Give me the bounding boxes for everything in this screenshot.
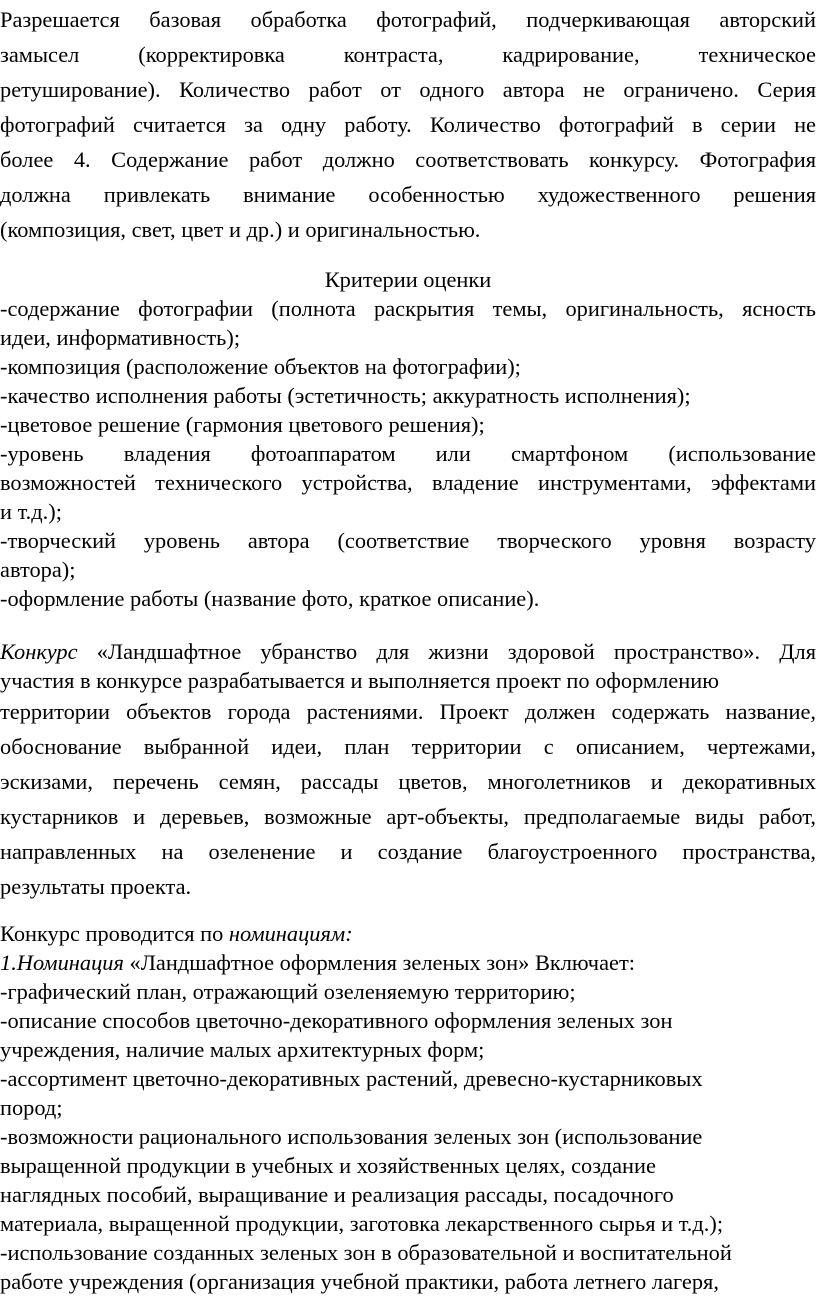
list-item: наглядных пособий, выращивание и реализация рассады, посадочного — [0, 1182, 674, 1207]
criteria-item: -композиция (расположение объектов на фотографии); — [0, 354, 521, 379]
criteria-item: -качество исполнения работы (эстетичность; аккуратность исполнения); — [0, 383, 691, 408]
text-line: фотографий считается за одну работу. Количество фотографий в серии не — [0, 112, 816, 137]
nomination-1-heading: 1.Номинация «Ландшафтное оформления зеленых зон» Включает: — [0, 950, 635, 975]
text-line: результаты проекта. — [0, 874, 192, 899]
text-line: эскизами, перечень семян, рассады цветов, многолетников и декоративных — [0, 769, 816, 794]
criteria-item: -творческий уровень автора (соответствие творческого уровня возрасту — [0, 528, 816, 553]
text-line: замысел (корректировка контраста, кадрирование, техническое — [0, 42, 816, 67]
text-line: более 4. Содержание работ должно соответствовать конкурсу. Фотография — [0, 147, 816, 172]
contest-label: Конкурс — [0, 639, 78, 664]
text-line: должна привлекать внимание особенностью художественного решения — [0, 182, 816, 207]
criteria-item: и т.д.); — [0, 499, 62, 524]
criteria-item: -цветовое решение (гармония цветового решения); — [0, 412, 485, 437]
text-line: территории объектов города растениями. Проект должен содержать название, — [0, 699, 816, 724]
text-line: ретуширование). Количество работ от одного автора не ограничено. Серия — [0, 77, 816, 102]
criteria-item: идеи, информативность); — [0, 325, 241, 350]
nominations-intro: Конкурс проводится по номинациям: — [0, 921, 353, 946]
list-item: -возможности рационального использования зеленых зон (использование — [0, 1124, 703, 1149]
list-item: -ассортимент цветочно-декоративных растений, древесно-кустарниковых — [0, 1066, 703, 1091]
list-item: выращенной продукции в учебных и хозяйственных целях, создание — [0, 1153, 656, 1178]
nomination-1-label: 1.Номинация — [0, 950, 124, 975]
list-item: материала, выращенной продукции, заготовка лекарственного сырья и т.д.); — [0, 1211, 724, 1236]
contest-title: «Ландшафтное убранство для жизни здоровой пространство». Для — [77, 639, 816, 664]
criteria-item: -уровень владения фотоаппаратом или смартфоном (использование — [0, 441, 816, 466]
text-line: Разрешается базовая обработка фотографий, подчеркивающая авторский — [0, 7, 816, 32]
criteria-item: возможностей технического устройства, владение инструментами, эффектами — [0, 470, 816, 495]
text-line: обоснование выбранной идеи, план территории с описанием, чертежами, — [0, 734, 816, 759]
criteria-item: автора); — [0, 557, 76, 582]
criteria-item: -содержание фотографии (полнота раскрытия темы, оригинальность, ясность — [0, 296, 816, 321]
text-line — [0, 638, 816, 666]
text-line: участия в конкурсе разрабатывается и выполняется проект по оформлению — [0, 668, 719, 693]
list-item: -графический план, отражающий озеленяемую территорию; — [0, 979, 576, 1004]
list-item: работе учреждения (организация учебной практики, работа летнего лагеря, — [0, 1269, 719, 1294]
text-line: направленных на озеленение и создание благоустроенного пространства, — [0, 839, 816, 864]
list-item: -использование созданных зеленых зон в образовательной и воспитательной — [0, 1240, 732, 1265]
list-item: учреждения, наличие малых архитектурных форм; — [0, 1037, 485, 1062]
list-item: -описание способов цветочно-декоративного оформления зеленых зон — [0, 1008, 673, 1033]
criteria-item: -оформление работы (название фото, краткое описание). — [0, 586, 540, 611]
text-line: кустарников и деревьев, возможные арт-объекты, предполагаемые виды работ, — [0, 804, 816, 829]
criteria-heading: Критерии оценки — [324, 267, 492, 292]
text-line: (композиция, свет, цвет и др.) и оригинальностью. — [0, 217, 481, 242]
list-item: пород; — [0, 1095, 63, 1120]
